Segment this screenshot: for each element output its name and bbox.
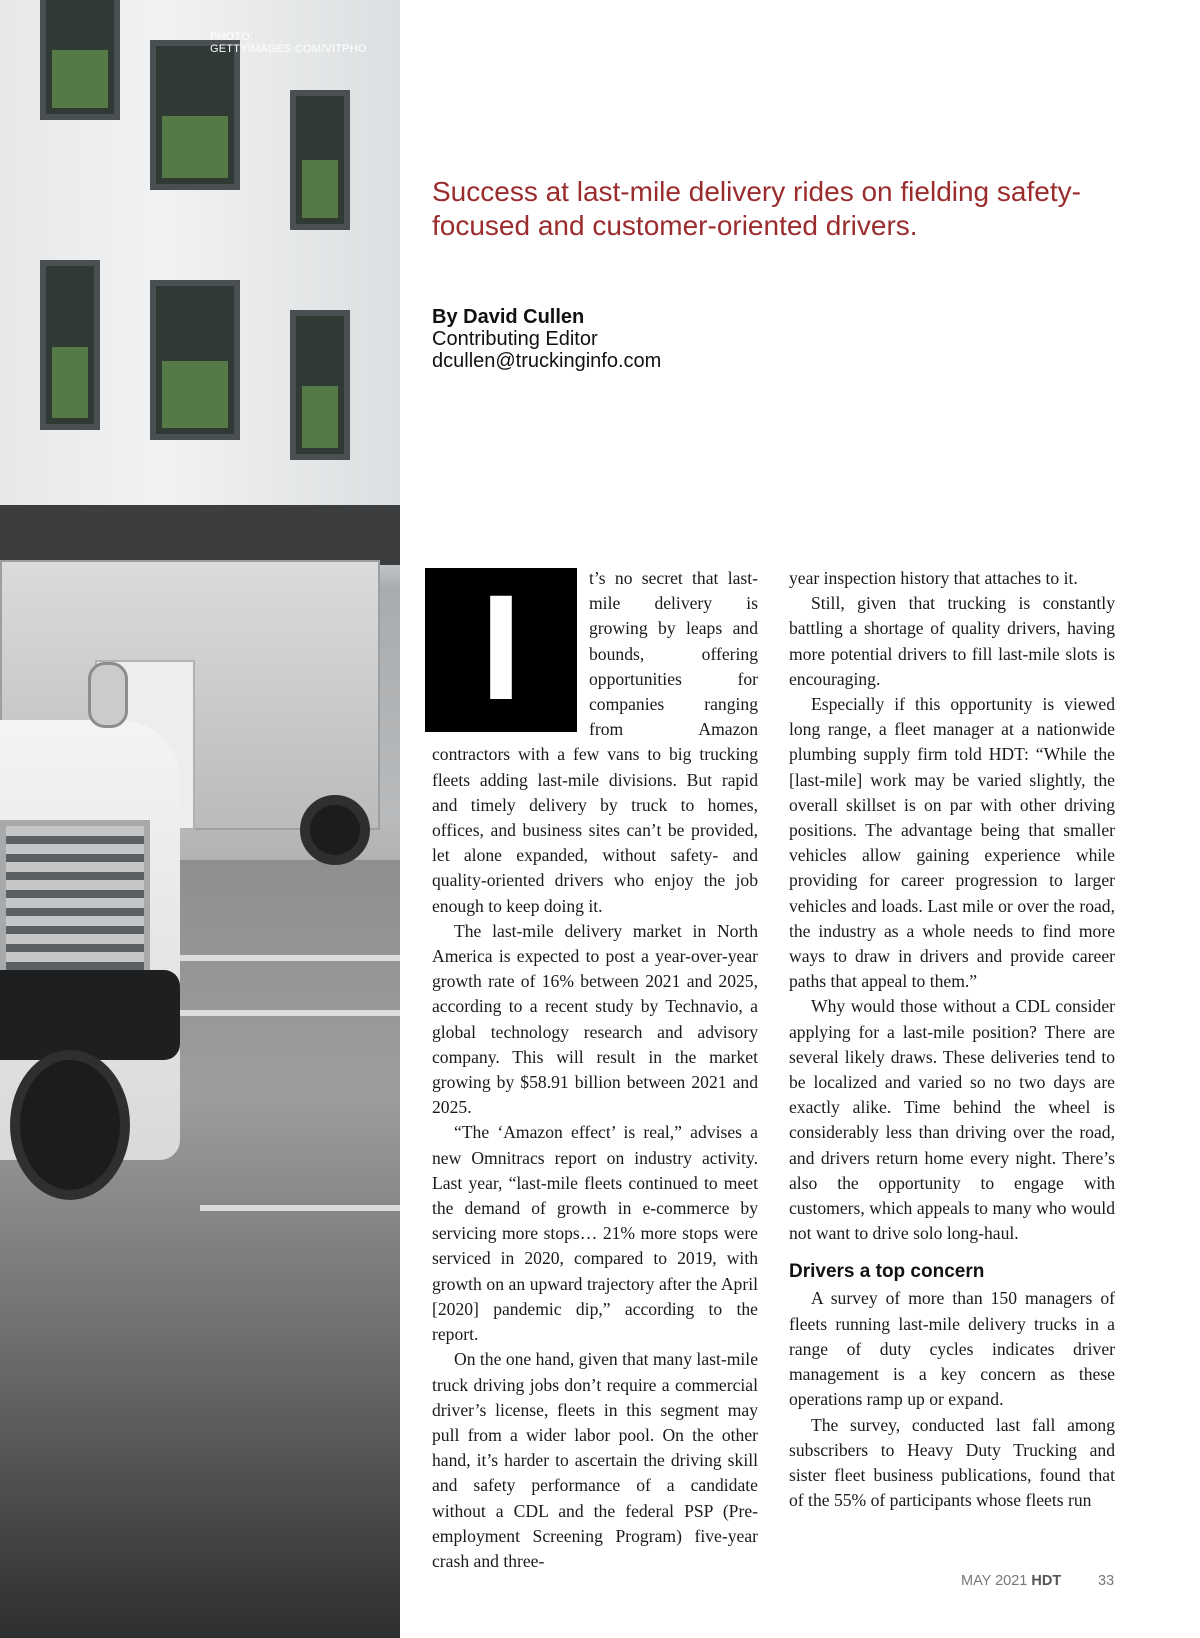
- lane-marking: [180, 1010, 400, 1016]
- building-window: [40, 260, 100, 430]
- author-email[interactable]: dcullen@truckinginfo.com: [432, 350, 662, 372]
- photo-credit: PHOTO: GETTYIMAGES.COM/VITPHO: [210, 31, 367, 55]
- drop-cap-letter: I: [480, 563, 522, 731]
- lane-marking: [160, 955, 400, 961]
- drop-cap: [425, 563, 577, 732]
- truck-wheel: [10, 1050, 130, 1200]
- paragraph: t’s no secret that last-mile delivery is growing by leaps and bounds, offering opportunities for companies ranging from Amazon contractors with a few vans to big trucking fleets adding last-mile divisions. But rapid and timely delivery by truck to homes, offices, and business sites can’t be provided, let alone expanded, without safety- and quality-oriented drivers who enjoy the job enough to keep doing it.: [432, 568, 758, 916]
- building-window: [290, 90, 350, 230]
- page-number: 33: [1098, 1573, 1115, 1589]
- building-window: [40, 0, 120, 120]
- hero-photo: [0, 0, 400, 1638]
- paragraph: A survey of more than 150 managers of fleets running last-mile delivery trucks in a range of duty cycles indicates driver management is a key concern as these operations ramp up or expand.: [789, 1288, 1115, 1410]
- author-role: Contributing Editor: [432, 328, 598, 350]
- truck-bumper: [0, 970, 180, 1060]
- lane-marking: [200, 1205, 400, 1211]
- paragraph: Still, given that trucking is constantly battling a shortage of quality drivers, having more potential drivers to fill last-mile slots is encouraging.: [789, 593, 1115, 689]
- issue-date: MAY 2021: [961, 1573, 1028, 1589]
- paragraph: year inspection history that attaches to it.: [789, 568, 1078, 588]
- paragraph: The last-mile delivery market in North America is expected to post a year-over-year growth rate of 16% between 2021 and 2025, according to a recent study by Technavio, a global technology research and advisory company. This will result in the market growing by $58.91 billion between 2021 and 2025.: [432, 920, 758, 1118]
- truck-wheel: [300, 795, 370, 865]
- subheading: Drivers a top concern: [789, 1261, 985, 1283]
- magazine-name: HDT: [1031, 1573, 1062, 1589]
- side-mirror: [88, 662, 128, 728]
- body-column-1: [432, 563, 758, 1574]
- paragraph: “The ‘Amazon effect’ is real,” advises a new Omnitracs report on industry activity. Last year, “last-mile fleets continued to meet the demand of growth in e-commerce by servicing more stops… 21% more stops were serviced in 2020, compared to 2019, with growth on an upward trajectory after the April [2020] pandemic dip,” according to the report.: [432, 1122, 758, 1345]
- byline: [432, 306, 661, 372]
- paragraph: The survey, conducted last fall among subscribers to Heavy Duty Trucking and sister fleet business publications, found that of the 55% of participants whose fleets run: [789, 1414, 1115, 1511]
- storefront: [0, 505, 400, 565]
- article-deck: Success at last-mile delivery rides on fielding safety-focused and customer-oriented drivers.: [432, 176, 1081, 241]
- folio-issue: [961, 1573, 1061, 1589]
- paragraph: On the one hand, given that many last-mile truck driving jobs don’t require a commercial driver’s license, fleets in this segment may pull from a wider labor pool. On the other hand, it’s harder to ascertain the driving skill and safety performance of a candidate without a CDL and the federal PSP (Pre-employment Screening Program) five-year crash and three-: [432, 1349, 758, 1571]
- paragraph: Especially if this opportunity is viewed long range, a fleet manager at a nationwide plumbing supply firm told HDT: “While the [last-mile] work may be varied slightly, the overall skillset is on par with other driving positions. The advantage being that smaller vehicles allow gaining experience while providing for career progression to larger vehicles and loads. Last mile or over the road, the industry as a whole needs to find more ways to draw in drivers and provide career paths that appeal to them.”: [789, 694, 1115, 992]
- building-window: [290, 310, 350, 460]
- building-window: [150, 280, 240, 440]
- paragraph: Why would those without a CDL consider applying for a last-mile position? There are several likely draws. These deliveries tend to be localized and varied so no two days are exactly alike. Time behind the wheel is considerably less than driving over the road, and drivers return home every night. There’s also the opportunity to engage with customers, which appeals to many who would not want to drive solo long-haul.: [789, 996, 1115, 1244]
- body-column-2: [789, 566, 1115, 1513]
- building-window: [150, 40, 240, 190]
- author-name: By David Cullen: [432, 306, 585, 328]
